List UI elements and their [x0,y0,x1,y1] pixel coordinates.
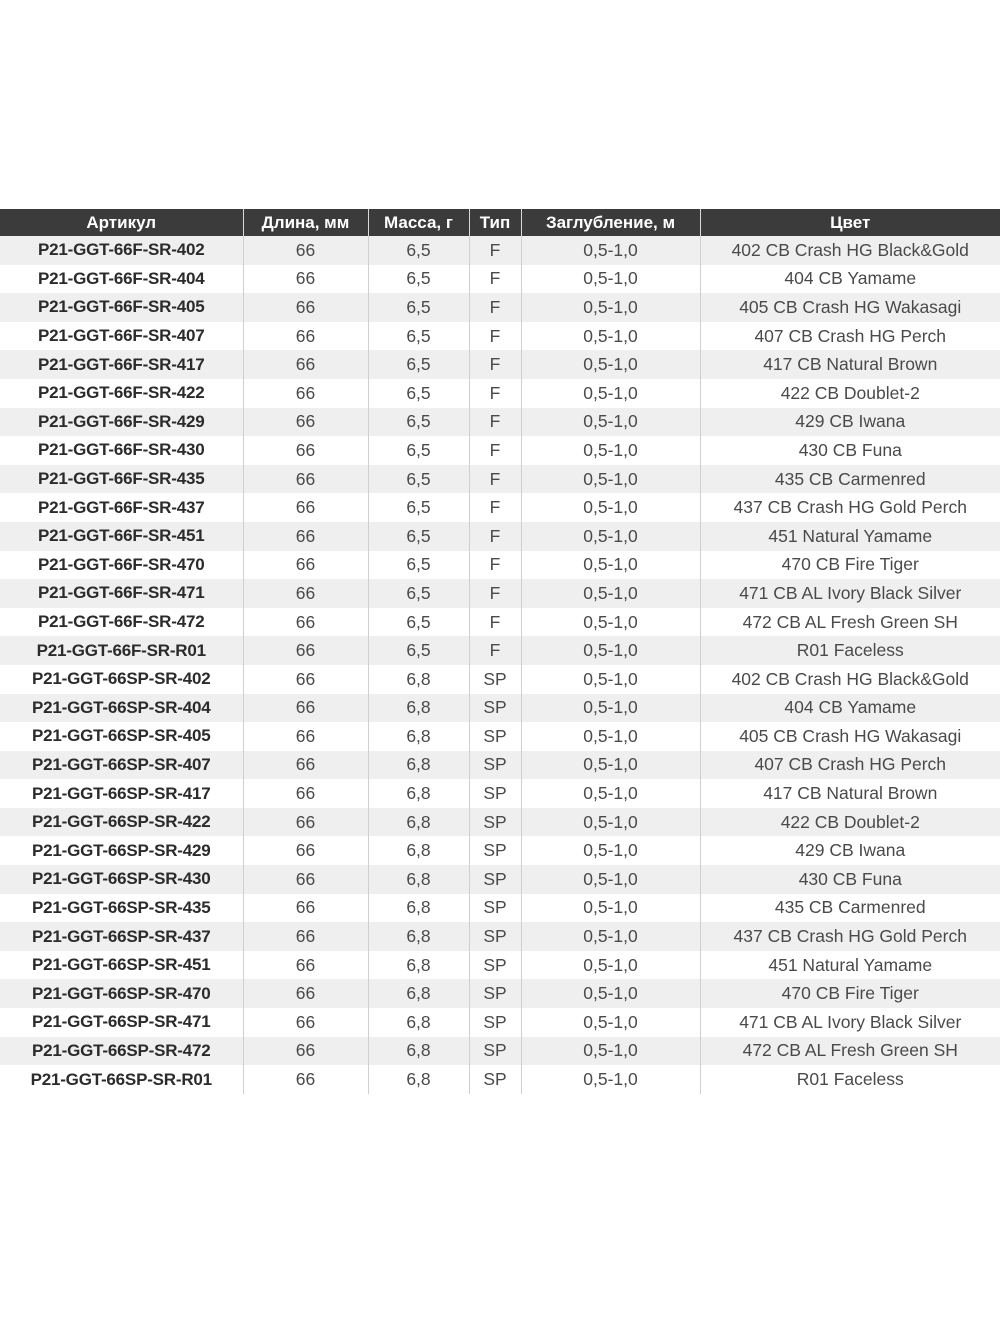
cell-length: 66 [243,1065,368,1094]
cell-weight: 6,8 [368,694,469,723]
cell-type: F [469,493,521,522]
cell-article: P21-GGT-66F-SR-435 [0,465,243,494]
table-row [0,722,1000,751]
cell-color: 405 CB Crash HG Wakasagi [700,293,1000,322]
cell-article: P21-GGT-66F-SR-R01 [0,636,243,665]
cell-length: 66 [243,408,368,437]
cell-color: 471 CB AL Ivory Black Silver [700,1008,1000,1037]
cell-article: P21-GGT-66F-SR-405 [0,293,243,322]
cell-weight: 6,5 [368,465,469,494]
cell-length: 66 [243,665,368,694]
cell-weight: 6,5 [368,636,469,665]
cell-type: F [469,350,521,379]
cell-article: P21-GGT-66F-SR-402 [0,236,243,265]
table-row [0,1008,1000,1037]
cell-length: 66 [243,265,368,294]
table-row [0,293,1000,322]
column-header-color: Цвет [700,209,1000,236]
cell-color: 417 CB Natural Brown [700,779,1000,808]
cell-type: F [469,293,521,322]
table-row [0,493,1000,522]
cell-color: 451 Natural Yamame [700,951,1000,980]
cell-depth: 0,5-1,0 [521,636,700,665]
cell-weight: 6,5 [368,265,469,294]
cell-depth: 0,5-1,0 [521,979,700,1008]
cell-type: SP [469,779,521,808]
cell-length: 66 [243,350,368,379]
cell-article: P21-GGT-66SP-SR-417 [0,779,243,808]
cell-weight: 6,8 [368,1065,469,1094]
cell-weight: 6,8 [368,779,469,808]
cell-type: SP [469,836,521,865]
cell-length: 66 [243,551,368,580]
cell-color: 417 CB Natural Brown [700,350,1000,379]
cell-article: P21-GGT-66F-SR-404 [0,265,243,294]
cell-weight: 6,8 [368,722,469,751]
cell-weight: 6,8 [368,922,469,951]
cell-article: P21-GGT-66F-SR-422 [0,379,243,408]
cell-depth: 0,5-1,0 [521,436,700,465]
table-row [0,322,1000,351]
cell-weight: 6,5 [368,408,469,437]
cell-color: 437 CB Crash HG Gold Perch [700,493,1000,522]
table-row [0,1037,1000,1066]
cell-color: 402 CB Crash HG Black&Gold [700,665,1000,694]
cell-depth: 0,5-1,0 [521,293,700,322]
cell-length: 66 [243,808,368,837]
column-header-type: Тип [469,209,521,236]
cell-weight: 6,8 [368,836,469,865]
cell-article: P21-GGT-66SP-SR-451 [0,951,243,980]
cell-length: 66 [243,522,368,551]
cell-article: P21-GGT-66SP-SR-471 [0,1008,243,1037]
cell-type: SP [469,865,521,894]
cell-article: P21-GGT-66F-SR-470 [0,551,243,580]
cell-type: F [469,551,521,580]
table-row [0,408,1000,437]
cell-weight: 6,8 [368,894,469,923]
cell-color: 437 CB Crash HG Gold Perch [700,922,1000,951]
cell-weight: 6,5 [368,493,469,522]
cell-depth: 0,5-1,0 [521,408,700,437]
cell-weight: 6,8 [368,1008,469,1037]
cell-article: P21-GGT-66SP-SR-422 [0,808,243,837]
table-row [0,922,1000,951]
cell-weight: 6,5 [368,322,469,351]
cell-length: 66 [243,922,368,951]
cell-color: 404 CB Yamame [700,694,1000,723]
cell-type: SP [469,951,521,980]
cell-weight: 6,8 [368,808,469,837]
cell-color: 451 Natural Yamame [700,522,1000,551]
cell-length: 66 [243,322,368,351]
cell-color: 435 CB Carmenred [700,465,1000,494]
cell-color: 429 CB Iwana [700,408,1000,437]
cell-length: 66 [243,751,368,780]
cell-length: 66 [243,636,368,665]
cell-weight: 6,8 [368,979,469,1008]
cell-article: P21-GGT-66SP-SR-430 [0,865,243,894]
cell-article: P21-GGT-66SP-SR-407 [0,751,243,780]
cell-length: 66 [243,951,368,980]
cell-color: 430 CB Funa [700,436,1000,465]
cell-article: P21-GGT-66SP-SR-435 [0,894,243,923]
cell-type: SP [469,922,521,951]
cell-type: SP [469,694,521,723]
column-header-length: Длина, мм [243,209,368,236]
cell-article: P21-GGT-66SP-SR-402 [0,665,243,694]
cell-article: P21-GGT-66F-SR-417 [0,350,243,379]
cell-color: 422 CB Doublet-2 [700,379,1000,408]
cell-article: P21-GGT-66SP-SR-429 [0,836,243,865]
table-header [0,209,1000,236]
table-row [0,665,1000,694]
cell-depth: 0,5-1,0 [521,522,700,551]
table-row [0,865,1000,894]
cell-depth: 0,5-1,0 [521,551,700,580]
cell-length: 66 [243,236,368,265]
cell-type: F [469,379,521,408]
cell-length: 66 [243,1008,368,1037]
cell-weight: 6,5 [368,608,469,637]
cell-depth: 0,5-1,0 [521,1008,700,1037]
cell-depth: 0,5-1,0 [521,836,700,865]
cell-type: F [469,636,521,665]
cell-depth: 0,5-1,0 [521,894,700,923]
cell-color: 471 CB AL Ivory Black Silver [700,579,1000,608]
cell-type: SP [469,979,521,1008]
cell-depth: 0,5-1,0 [521,1037,700,1066]
cell-length: 66 [243,836,368,865]
cell-length: 66 [243,894,368,923]
cell-depth: 0,5-1,0 [521,608,700,637]
cell-article: P21-GGT-66SP-SR-R01 [0,1065,243,1094]
cell-depth: 0,5-1,0 [521,722,700,751]
table-row [0,350,1000,379]
cell-length: 66 [243,465,368,494]
table-row [0,379,1000,408]
cell-length: 66 [243,493,368,522]
table-row [0,465,1000,494]
cell-article: P21-GGT-66F-SR-451 [0,522,243,551]
cell-weight: 6,8 [368,751,469,780]
cell-weight: 6,5 [368,579,469,608]
cell-article: P21-GGT-66F-SR-471 [0,579,243,608]
cell-type: SP [469,1065,521,1094]
cell-article: P21-GGT-66F-SR-472 [0,608,243,637]
cell-weight: 6,5 [368,522,469,551]
cell-color: 429 CB Iwana [700,836,1000,865]
cell-depth: 0,5-1,0 [521,922,700,951]
cell-type: SP [469,1008,521,1037]
cell-color: 472 CB AL Fresh Green SH [700,1037,1000,1066]
cell-weight: 6,8 [368,1037,469,1066]
cell-depth: 0,5-1,0 [521,865,700,894]
cell-depth: 0,5-1,0 [521,265,700,294]
cell-depth: 0,5-1,0 [521,951,700,980]
cell-weight: 6,5 [368,551,469,580]
cell-length: 66 [243,436,368,465]
cell-weight: 6,5 [368,293,469,322]
cell-color: 404 CB Yamame [700,265,1000,294]
cell-depth: 0,5-1,0 [521,665,700,694]
cell-article: P21-GGT-66SP-SR-404 [0,694,243,723]
cell-length: 66 [243,1037,368,1066]
cell-color: 422 CB Doublet-2 [700,808,1000,837]
cell-type: F [469,408,521,437]
cell-depth: 0,5-1,0 [521,808,700,837]
cell-article: P21-GGT-66F-SR-429 [0,408,243,437]
cell-color: 407 CB Crash HG Perch [700,751,1000,780]
table-row [0,636,1000,665]
table-row [0,694,1000,723]
cell-type: SP [469,722,521,751]
cell-type: SP [469,1037,521,1066]
cell-type: SP [469,808,521,837]
table-row [0,608,1000,637]
cell-depth: 0,5-1,0 [521,1065,700,1094]
cell-weight: 6,5 [368,436,469,465]
cell-color: 405 CB Crash HG Wakasagi [700,722,1000,751]
cell-color: R01 Faceless [700,1065,1000,1094]
cell-type: F [469,522,521,551]
cell-weight: 6,8 [368,951,469,980]
column-header-weight: Масса, г [368,209,469,236]
table-row [0,751,1000,780]
cell-color: 470 CB Fire Tiger [700,551,1000,580]
cell-depth: 0,5-1,0 [521,236,700,265]
table-body [0,236,1000,1094]
table-row [0,979,1000,1008]
cell-type: F [469,608,521,637]
cell-length: 66 [243,579,368,608]
table-row [0,236,1000,265]
table-row [0,779,1000,808]
cell-depth: 0,5-1,0 [521,579,700,608]
cell-type: F [469,579,521,608]
cell-color: 407 CB Crash HG Perch [700,322,1000,351]
cell-article: P21-GGT-66F-SR-437 [0,493,243,522]
cell-depth: 0,5-1,0 [521,779,700,808]
cell-type: SP [469,665,521,694]
table-row [0,1065,1000,1094]
cell-weight: 6,8 [368,665,469,694]
cell-type: F [469,465,521,494]
cell-depth: 0,5-1,0 [521,465,700,494]
cell-length: 66 [243,694,368,723]
cell-depth: 0,5-1,0 [521,493,700,522]
column-header-article: Артикул [0,209,243,236]
cell-color: 472 CB AL Fresh Green SH [700,608,1000,637]
cell-length: 66 [243,779,368,808]
table-row [0,836,1000,865]
cell-type: F [469,265,521,294]
table-row [0,579,1000,608]
cell-weight: 6,5 [368,236,469,265]
cell-weight: 6,8 [368,865,469,894]
cell-depth: 0,5-1,0 [521,322,700,351]
table-row [0,436,1000,465]
cell-weight: 6,5 [368,379,469,408]
cell-type: SP [469,894,521,923]
cell-length: 66 [243,379,368,408]
cell-article: P21-GGT-66SP-SR-437 [0,922,243,951]
cell-color: 402 CB Crash HG Black&Gold [700,236,1000,265]
cell-depth: 0,5-1,0 [521,751,700,780]
cell-type: F [469,436,521,465]
cell-color: 470 CB Fire Tiger [700,979,1000,1008]
cell-length: 66 [243,865,368,894]
cell-depth: 0,5-1,0 [521,379,700,408]
cell-article: P21-GGT-66F-SR-430 [0,436,243,465]
table-row [0,951,1000,980]
cell-color: 435 CB Carmenred [700,894,1000,923]
cell-weight: 6,5 [368,350,469,379]
cell-length: 66 [243,722,368,751]
table-row [0,894,1000,923]
cell-type: F [469,322,521,351]
cell-color: R01 Faceless [700,636,1000,665]
cell-length: 66 [243,293,368,322]
table-row [0,522,1000,551]
cell-length: 66 [243,979,368,1008]
cell-type: SP [469,751,521,780]
product-spec-table [0,209,1000,1094]
header-row [0,209,1000,236]
cell-depth: 0,5-1,0 [521,694,700,723]
table-row [0,265,1000,294]
column-header-depth: Заглубление, м [521,209,700,236]
cell-length: 66 [243,608,368,637]
cell-article: P21-GGT-66SP-SR-470 [0,979,243,1008]
cell-type: F [469,236,521,265]
cell-color: 430 CB Funa [700,865,1000,894]
table-row [0,808,1000,837]
cell-article: P21-GGT-66F-SR-407 [0,322,243,351]
cell-depth: 0,5-1,0 [521,350,700,379]
cell-article: P21-GGT-66SP-SR-405 [0,722,243,751]
cell-article: P21-GGT-66SP-SR-472 [0,1037,243,1066]
table-row [0,551,1000,580]
